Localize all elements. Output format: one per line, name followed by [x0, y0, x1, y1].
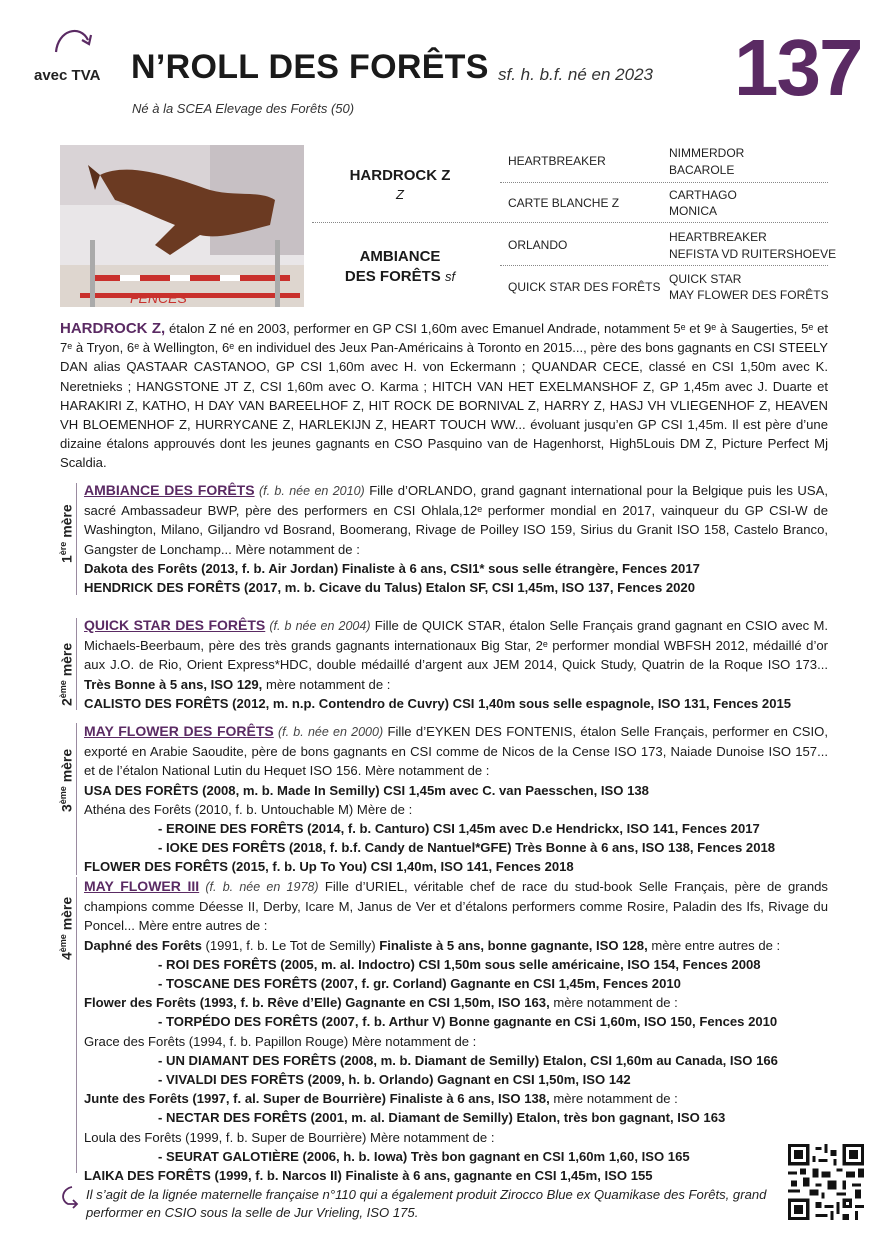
dam1-section [84, 481, 828, 597]
pedigree-gen2: QUICK STAR DES FORÊTS [508, 280, 661, 294]
offspring-line: - NECTAR DES FORÊTS (2001, m. al. Diamant de Semilly) Etalon, très bon gagnant, ISO 163 [158, 1110, 726, 1126]
dam2-body-end: mère notamment de : [262, 676, 391, 692]
dam2-name: QUICK STAR DES FORÊTS [84, 617, 266, 633]
pedigree-sire-stud: Z [396, 187, 404, 202]
offspring-line: - ROI DES FORÊTS (2005, m. al. Indoctro) CSI 1,50m sous selle américaine, ISO 154, Fences 2008 [158, 956, 761, 972]
dam3-section [84, 722, 828, 877]
offspring-line: Junte des Forêts (1997, f. al. Super de Bourrière) Finaliste à 6 ans, ISO 138, mère notamment de : [84, 1091, 678, 1107]
sire-name: HARDROCK Z, [60, 320, 166, 337]
pedigree-gen3: BACAROLE [669, 163, 735, 177]
offspring-line: USA DES FORÊTS (2008, m. b. Made In Semilly) CSI 1,45m avec C. van Paesschen, ISO 138 [84, 782, 649, 798]
dam4-name: MAY FLOWER III [84, 878, 200, 894]
offspring-line: - UN DIAMANT DES FORÊTS (2008, m. b. Diamant de Semilly) Etalon, CSI 1,60m au Canada, ISO 166 [158, 1052, 778, 1068]
offspring-line: - SEURAT GALOTIÈRE (2006, h. b. Iowa) Très bon gagnant en CSI 1,60m 1,60, ISO 165 [158, 1148, 690, 1164]
pedigree-dam-line1: AMBIANCE [359, 248, 441, 265]
offspring-line: LAIKA DES FORÊTS (1999, f. b. Narcos II) Finaliste à 6 ans, gagnante en CSI 1,45m, ISO 155 [84, 1168, 653, 1184]
pedigree-gen3: HEARTBREAKER [669, 230, 767, 244]
offspring-line: Grace des Forêts (1994, f. b. Papillon Rouge) Mère notamment de : [84, 1033, 477, 1049]
pedigree-gen2: ORLANDO [508, 238, 568, 252]
pedigree-gen3: NIMMERDOR [669, 146, 745, 160]
rank-label-3: 3ème mère [58, 748, 75, 812]
pedigree-dam-line2: DES FORÊTS [344, 268, 441, 285]
sire-body: étalon Z né en 2003, performer en GP CSI 1,60m avec Emanuel Andrade, notamment 5ᵉ et 9ᵉ à Saugerties, 5ᵉ et 7ᵉ à Tryon, 6ᵉ à Wellington, 6ᵉ en individuel des Jeux Pan-Américains à Toronto en 2015..., père des bons gagnants en CSI STEELY DAN alias QASTAAR CASTANOO, GP CSI 1,60m avec H. von Eckermann ; QUANDAR CECE, classé en CSI 1,50m avec K. Neretnieks ; HANGSTONE JT Z, CSI 1,60m avec O. Karma ; HITCH VAN HET EXELMANSHOF Z, GP 1,45m avec J. Duarte et HARAKIRI Z, KATHO, H DAY VAN BAREELHOF Z, HIT ROCK DE BORNIVAL Z, HARRY Z, HASJ VH VLIEGENHOF Z, HEAVEN VH BLOEMENHOF Z, HURRYCANE Z, HARLEKIJN Z, HEART TOUCH WW... évoluant jusqu’en GP CSI 1,45m. Il est père d’une dizaine étalons approuvés dont les jeunes gagnants en CSO Pasquino van de Hagenhorst, High5Louis DM Z, Picture Perfect Mj Scaldia. [60, 321, 828, 471]
pedigree-gen3: QUICK STAR [669, 272, 742, 286]
pedigree-gen3: MONICA [669, 204, 717, 218]
qr-code-icon[interactable] [788, 1144, 864, 1220]
offspring-line: - EROINE DES FORÊTS (2014, f. b. Canturo) CSI 1,45m avec D.e Hendrickx, ISO 141, Fences 2017 [158, 821, 760, 837]
breeder-line: Né à la SCEA Elevage des Forêts (50) [132, 101, 355, 116]
pedigree-divider [500, 182, 828, 183]
dam1-body: Fille d’ORLANDO, grand gagnant international pour la Belgique puis les USA, sacré Ambassadeur BWP, père des performers en CSI Ohlala,12ᵉ performer mondial en 2017, vainqueur du GP CSI-W de Washington, Milano, Giljandro vd Bosrand, Boomerang, Rivage de Poilley ISO 159, Sirius du Granit ISO 158, Castelo Branco, Gangster de Lonchamp... Mère notamment de : [84, 483, 828, 557]
dam3-body: Fille d’EYKEN DES FONTENIS, étalon Selle Français, performer en CSIO, exporté en Arabie Saoudite, père de bons gagnants en CSI comme de Nicos de la Cense ISO 173, Naiade Dunoise ISO 157... et de l’étalon National Lutin du Hequet ISO 156. Mère notamment de : [84, 724, 828, 779]
svg-text:FENCES: FENCES [130, 290, 187, 306]
offspring-line: Daphné des Forêts (1991, f. b. Le Tot de Semilly) Finaliste à 5 ans, bonne gagnante, ISO 128, mère entre autres de : [84, 937, 781, 953]
offspring-line: - IOKE DES FORÊTS (2018, f. b.f. Candy de Nantuel*GFE) Très Bonne à 6 ans, ISO 138, Fences 2018 [158, 840, 776, 856]
section-line [76, 723, 77, 875]
dam4-note: (f. b. née en 1978) [199, 880, 319, 894]
pedigree-gen2: HEARTBREAKER [508, 154, 606, 168]
pedigree-divider [312, 222, 828, 223]
rank-label-2: 2ème mère [58, 642, 75, 706]
horse-description: sf. h. b.f. né en 2023 [498, 65, 654, 84]
horse-jumping-photo [60, 145, 304, 307]
dam3-note: (f. b. née en 2000) [273, 725, 384, 739]
rank-label-1: 1ère mère [58, 504, 75, 563]
dam2-body: Fille de QUICK STAR, étalon Selle Français grand gagnant en CSIO avec M. Michaels-Beerbaum, père des très grands gagnants internationaux Big Star, 2ᵉ performer mondial WBFSH 2012, médaillé d’or aux J.O. de Rio, Orient Express*HDC, double médaillé d’argent aux JEM 2014, Quick Study, Quatrin de la Roque ISO 173... [84, 618, 829, 673]
section-line [76, 618, 77, 710]
dam1-name: AMBIANCE DES FORÊTS [84, 482, 255, 498]
offspring-line: Athéna des Forêts (2010, f. b. Untouchable M) Mère de : [84, 801, 413, 817]
pedigree-divider [500, 265, 828, 266]
offspring-line: HENDRICK DES FORÊTS (2017, m. b. Cicave du Talus) Etalon SF, CSI 1,45m, ISO 137, Fences 2020 [84, 580, 695, 596]
footnote: Il s’agit de la lignée maternelle française n°110 qui a également produit Zirocco Blue ex Quamikase des Forêts, grand performer en CSIO sous la selle de Jur Vrieling, ISO 175. [86, 1187, 767, 1220]
offspring-line: - VIVALDI DES FORÊTS (2009, h. b. Orlando) Gagnant en CSI 1,50m, ISO 142 [158, 1072, 631, 1088]
dam1-note: (f. b. née en 2010) [254, 484, 365, 498]
dam2-note: (f. b née en 2004) [265, 619, 371, 633]
dam4-body: Fille d’URIEL, véritable chef de race du stud-book Selle Français, père de grands champions comme Déesse II, Derby, Icare M, Janus de Ver et d’étalons performers comme Rosire, Paladin des Ifs, Rivage du Poncel... Mère entre autres de : [84, 879, 828, 934]
offspring-line: Flower des Forêts (1993, f. b. Rêve d’Elle) Gagnante en CSI 1,50m, ISO 163, mère notamment de : [84, 995, 678, 1011]
offspring-line: CALISTO DES FORÊTS (2012, m. n.p. Contendro de Cuvry) CSI 1,40m sous selle espagnole, ISO 131, Fences 2015 [84, 695, 792, 711]
page-title: N’ROLL DES FORÊTS [131, 48, 489, 86]
offspring-line: Loula des Forêts (1999, f. b. Super de Bourrière) Mère notamment de : [84, 1129, 495, 1145]
pedigree-gen3: MAY FLOWER DES FORÊTS [669, 288, 829, 302]
offspring-line: - TOSCANE DES FORÊTS (2007, f. gr. Corland) Gagnante en CSI 1,45m, Fences 2010 [158, 976, 681, 992]
offspring-line: - TORPÉDO DES FORÊTS (2007, f. b. Arthur V) Bonne gagnante en CSi 1,60m, ISO 150, Fences 2010 [158, 1014, 778, 1030]
pedigree-dam-stud: sf [444, 269, 456, 284]
tva-label: avec TVA [34, 67, 101, 84]
rank-label-4: 4ème mère [58, 896, 75, 960]
sire-description [60, 319, 828, 473]
section-line [76, 483, 77, 595]
offspring-line: Dakota des Forêts (2013, f. b. Air Jordan) Finaliste à 6 ans, CSI1* sous selle étrangère, Fences 2017 [84, 560, 700, 576]
curved-arrow-icon [52, 22, 96, 66]
dam2-section [84, 616, 828, 713]
pedigree-sire: HARDROCK Z [349, 167, 451, 184]
section-line [76, 877, 77, 1173]
lot-number: 137 [734, 23, 862, 112]
pedigree-gen3: NEFISTA VD RUITERSHOEVE [669, 247, 837, 261]
dam3-name: MAY FLOWER DES FORÊTS [84, 723, 274, 739]
offspring-line: FLOWER DES FORÊTS (2015, f. b. Up To You) CSI 1,40m, ISO 141, Fences 2018 [84, 859, 574, 875]
pedigree-gen2: CARTE BLANCHE Z [508, 196, 620, 210]
pedigree-dam [320, 268, 480, 285]
dam2-body-bold: Très Bonne à 5 ans, ISO 129, [84, 676, 263, 692]
dam4-section [84, 877, 828, 1185]
curved-arrow-icon [58, 1184, 80, 1210]
pedigree-gen3: CARTHAGO [669, 188, 737, 202]
